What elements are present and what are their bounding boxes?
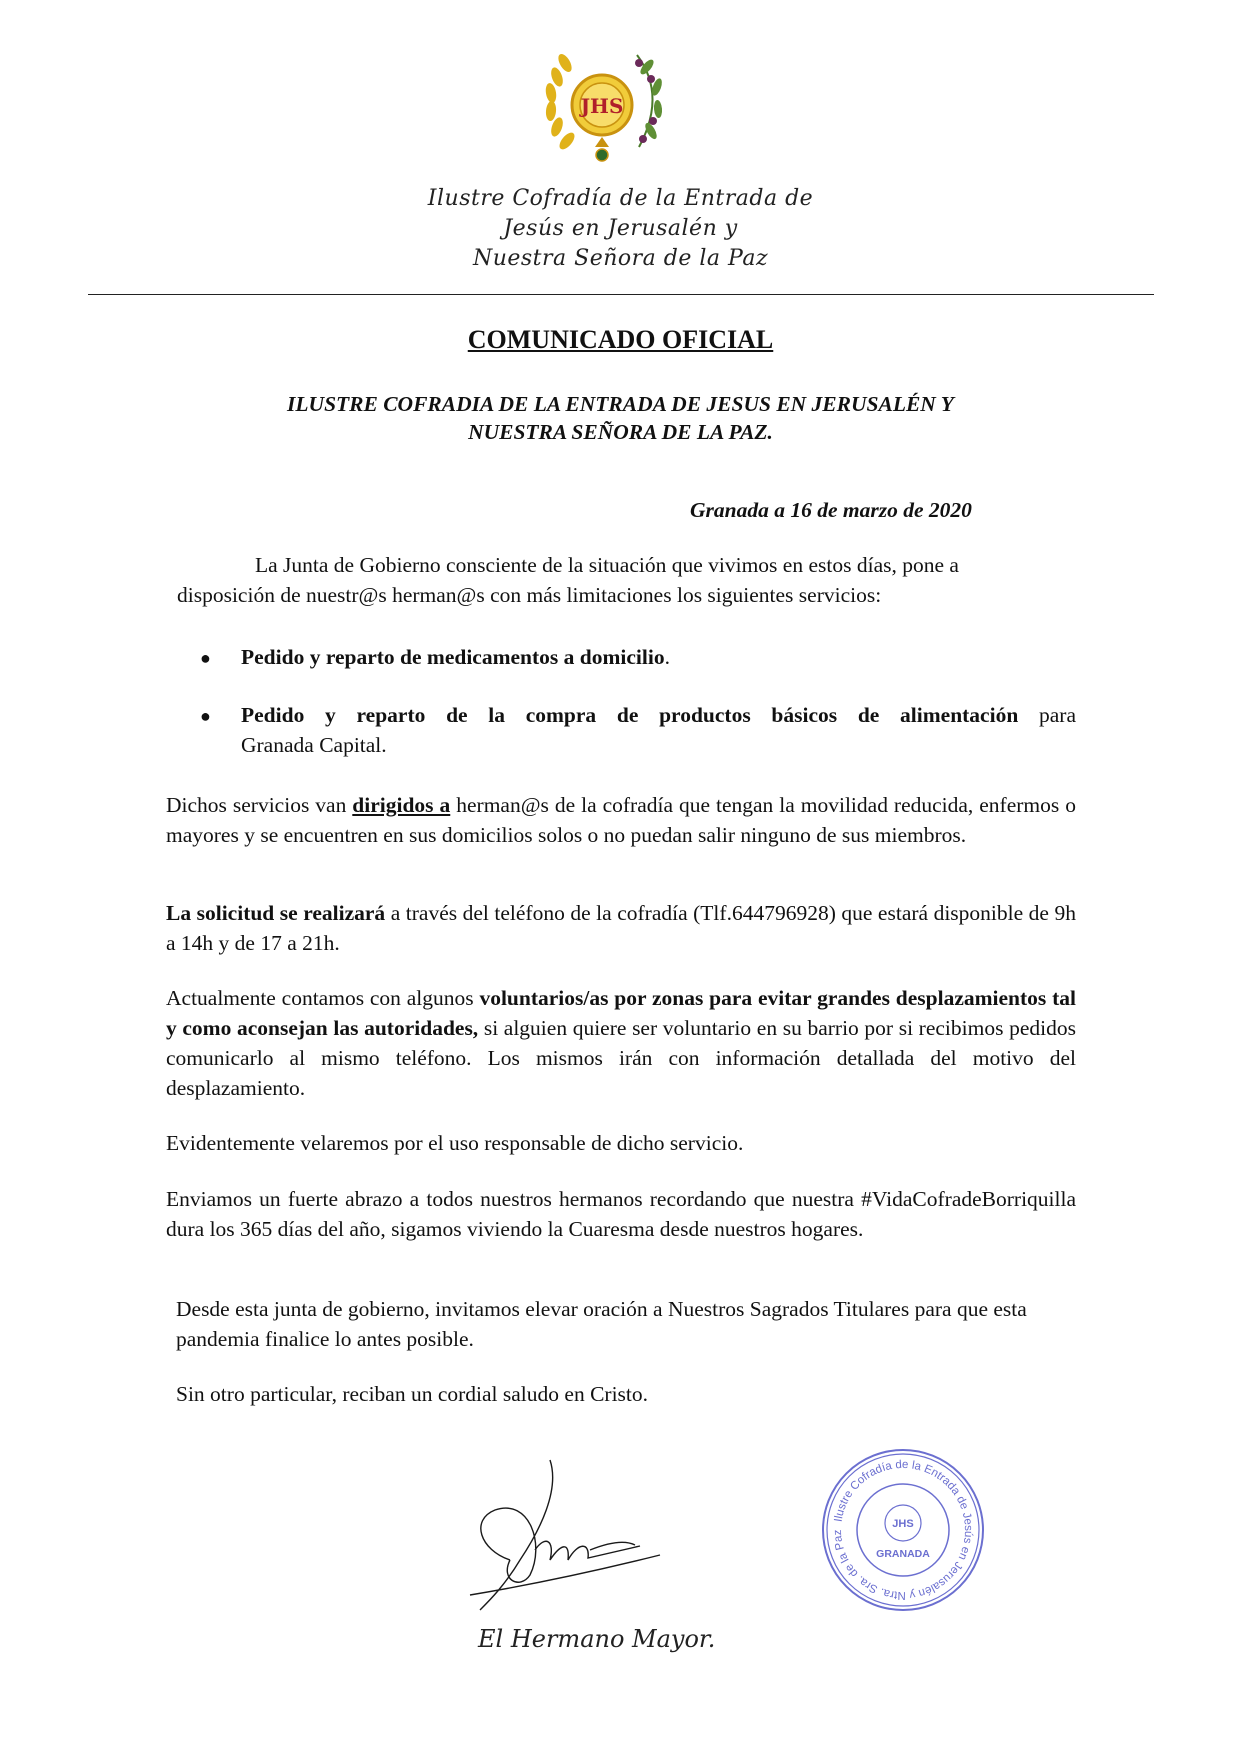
stamp-center-top: JHS bbox=[892, 1518, 914, 1530]
paragraph-oracion: Desde esta junta de gobierno, invitamos elevar oración a Nuestros Sagrados Titulares para que esta pandemia finalice lo antes posible. bbox=[176, 1297, 1027, 1351]
signature-title: El Hermano Mayor. bbox=[478, 1625, 716, 1653]
official-stamp bbox=[818, 1445, 988, 1615]
paragraph-velaremos: Evidentemente velaremos por el uso responsable de dicho servicio. bbox=[166, 1131, 744, 1155]
subtitle-line-2: NUESTRA SEÑORA DE LA PAZ. bbox=[468, 420, 773, 444]
paragraph-dirigidos: Dichos servicios van dirigidos a herman@s de la cofradía que tengan la movilidad reducida, enfermos o mayores y se encuentren en sus domicilios solos o no puedan salir ninguno de sus miembros. bbox=[166, 793, 1076, 847]
svg-text:Ilustre Cofradía de la Entrada bbox=[832, 1459, 974, 1601]
document-title: COMUNICADO OFICIAL bbox=[467, 325, 774, 354]
service-item-2-line-2: Granada Capital. bbox=[241, 733, 387, 757]
paragraph-voluntarios: Actualmente contamos con algunos voluntarios/as por zonas para evitar grandes desplazamientos tal y como aconsejan las autoridades, si alguien quiere ser voluntario en su barrio por si recibimos pedidos comunicarlo al mismo teléfono. Los mismos irán con información detallada del motivo del desplazamiento. bbox=[166, 986, 1076, 1100]
header-divider bbox=[88, 294, 1154, 295]
subtitle-line-1: ILUSTRE COFRADIA DE LA ENTRADA DE JESUS EN JERUSALÉN Y bbox=[287, 392, 954, 416]
intro-line-2: disposición de nuestr@s herman@s con más limitaciones los siguientes servicios: bbox=[177, 583, 882, 607]
org-name-line-3: Nuestra Señora de la Paz bbox=[472, 246, 769, 271]
stamp-ring-text: Ilustre Cofradía de la Entrada de Jesús en Jerusalén y Ntra. Sra. de la Paz bbox=[831, 1458, 975, 1602]
service-bullet-1: ● bbox=[200, 648, 211, 668]
paragraph-abrazo: Enviamos un fuerte abrazo a todos nuestros hermanos recordando que nuestra #VidaCofradeBorriquilla dura los 365 días del año, sigamos viviendo la Cuaresma desde nuestros hogares. bbox=[166, 1187, 1076, 1241]
paragraph-solicitud: La solicitud se realizará a través del teléfono de la cofradía (Tlf.644796928) que estará disponible de 9h a 14h y de 17 a 21h. bbox=[166, 901, 1076, 955]
document-date: Granada a 16 de marzo de 2020 bbox=[690, 498, 972, 522]
org-name-line-2: Jesús en Jerusalén y bbox=[503, 216, 738, 241]
paragraph-saludo: Sin otro particular, reciban un cordial saludo en Cristo. bbox=[176, 1382, 649, 1406]
org-name-line-1: Ilustre Cofradía de la Entrada de bbox=[427, 186, 814, 211]
service-item-1: Pedido y reparto de medicamentos a domicilio. bbox=[241, 645, 670, 669]
signature bbox=[450, 1450, 690, 1620]
service-item-2: Pedido y reparto de la compra de productos básicos de alimentación para bbox=[241, 703, 1077, 727]
olive-branch-icon bbox=[635, 55, 664, 147]
stamp-center-bottom: GRANADA bbox=[876, 1548, 930, 1560]
logo-text: JHS bbox=[580, 94, 624, 118]
cofradia-logo bbox=[527, 35, 677, 175]
intro-line-1: La Junta de Gobierno consciente de la situación que vivimos en estos días, pone a bbox=[255, 553, 959, 577]
service-bullet-2: ● bbox=[200, 706, 211, 726]
